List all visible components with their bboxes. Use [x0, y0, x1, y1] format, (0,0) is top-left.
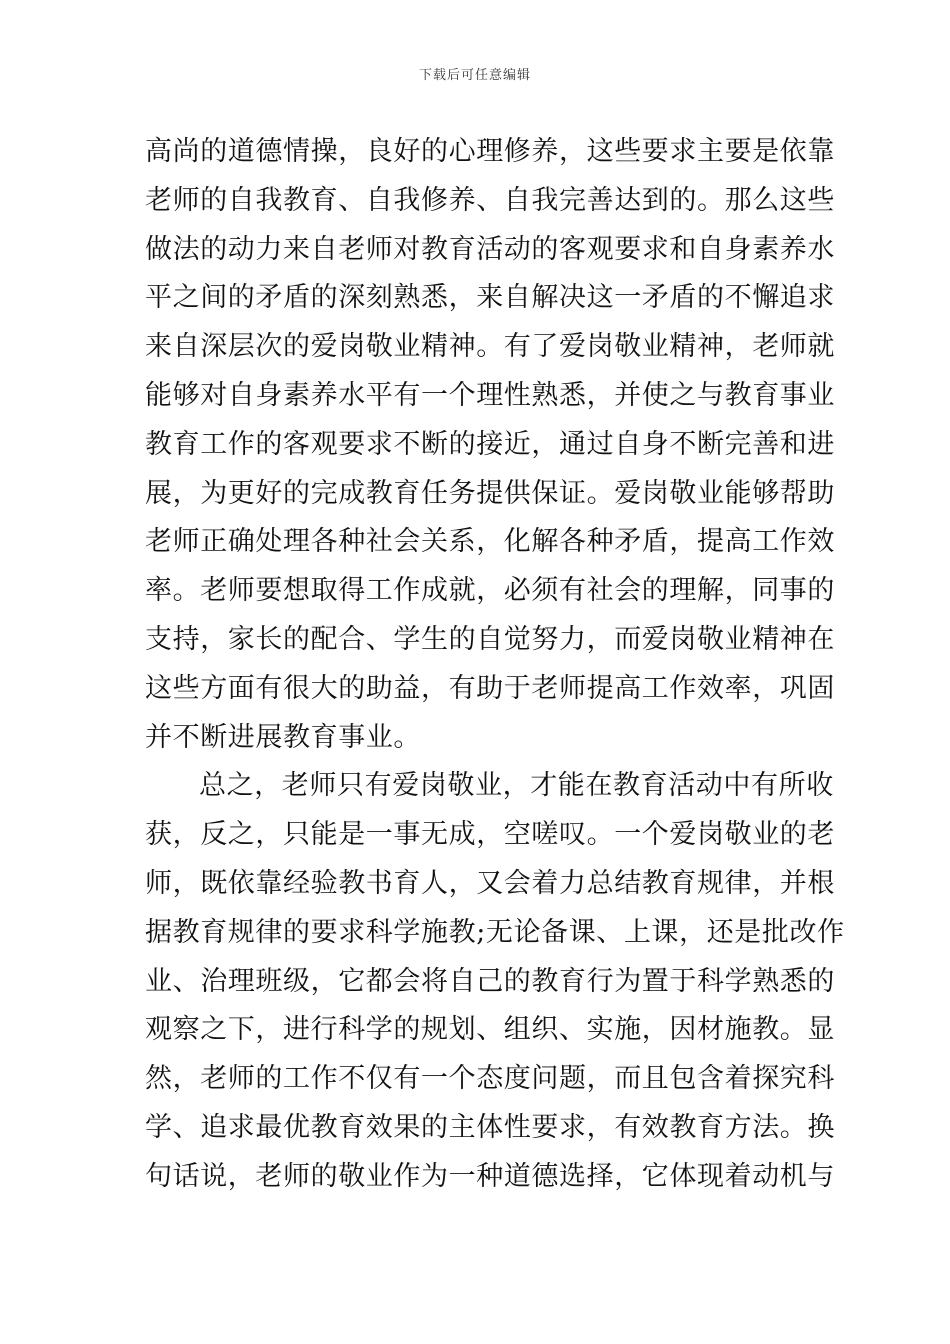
- text-line: 老师的自我教育、自我修养、自我完善达到的。那么这些: [145, 184, 835, 216]
- text-line: 业、治理班级，它都会将自己的教育行为置于科学熟悉的: [145, 965, 835, 997]
- text-line: 老师正确处理各种社会关系，化解各种矛盾，提高工作效: [145, 526, 835, 558]
- text-line: 率。老师要想取得工作成就，必须有社会的理解，同事的: [145, 575, 835, 607]
- text-line: 这些方面有很大的助益，有助于老师提高工作效率，巩固: [145, 672, 835, 704]
- text-line: 展，为更好的完成教育任务提供保证。爱岗敬业能够帮助: [145, 477, 835, 509]
- body-text: [145, 128, 845, 1202]
- text-line: 平之间的矛盾的深刻熟悉，来自解决这一矛盾的不懈追求: [145, 282, 835, 314]
- text-line: 然，老师的工作不仅有一个态度问题，而且包含着探究科: [145, 1063, 835, 1095]
- text-line: 支持，家长的配合、学生的自觉努力，而爱岗敬业精神在: [145, 623, 835, 655]
- text-line: 学、追求最优教育效果的主体性要求，有效教育方法。换: [145, 1111, 835, 1143]
- text-line: 据教育规律的要求科学施教;无论备课、上课，还是批改作: [145, 916, 845, 948]
- text-line: 并不断进展教育事业。: [145, 721, 421, 753]
- page-header: 下载后可任意编辑: [418, 68, 531, 83]
- text-line: 高尚的道德情操，良好的心理修养，这些要求主要是依靠: [145, 136, 835, 167]
- text-line: 观察之下，进行科学的规划、组织、实施，因材施教。显: [145, 1014, 835, 1046]
- text-line: 能够对自身素养水平有一个理性熟悉，并使之与教育事业: [145, 379, 835, 411]
- text-line: 教育工作的客观要求不断的接近，通过自身不断完善和进: [145, 428, 835, 460]
- text-line: 获，反之，只能是一事无成，空嗟叹。一个爱岗敬业的老: [145, 819, 835, 851]
- text-line: 句话说，老师的敬业作为一种道德选择，它体现着动机与: [145, 1160, 835, 1192]
- text-line: 师，既依靠经验教书育人，又会着力总结教育规律，并根: [145, 867, 835, 899]
- text-line: 做法的动力来自老师对教育活动的客观要求和自身素养水: [145, 233, 835, 265]
- text-line: 来自深层次的爱岗敬业精神。有了爱岗敬业精神，老师就: [145, 331, 835, 363]
- paragraph-first-line: 总之，老师只有爱岗敬业，才能在教育活动中有所收: [199, 770, 834, 802]
